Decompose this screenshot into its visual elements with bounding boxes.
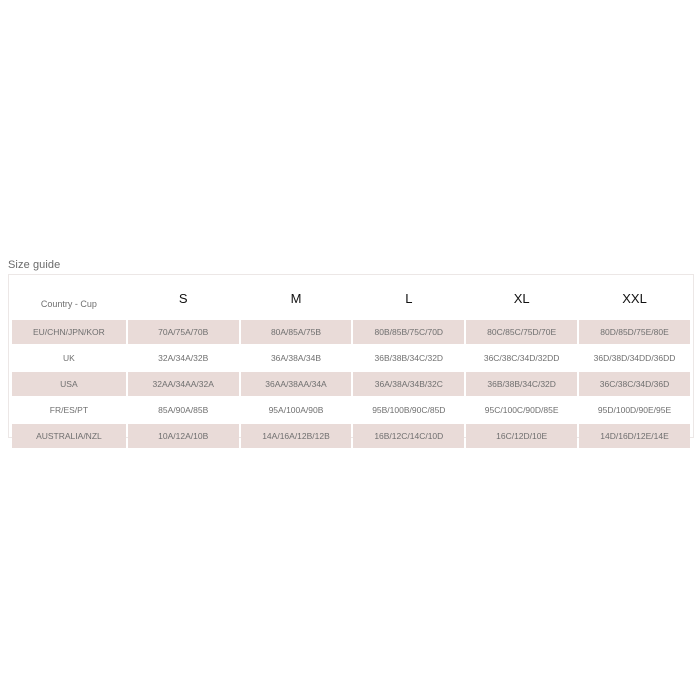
table-row-usa [12, 372, 690, 396]
table-cell: 36D/38D/34DD/36DD [579, 346, 690, 370]
table-cell: 36B/38B/34C/32D [466, 372, 577, 396]
row-region: AUSTRALIA/NZL [12, 424, 126, 448]
table-cell: 80B/85B/75C/70D [353, 320, 464, 344]
table-cell: 80C/85C/75D/70E [466, 320, 577, 344]
table-cell: 16C/12D/10E [466, 424, 577, 448]
row-region: USA [12, 372, 126, 396]
table-cell: 95B/100B/90C/85D [353, 398, 464, 422]
table-cell: 32A/34A/32B [128, 346, 239, 370]
size-guide-table [8, 274, 694, 441]
table-row-fr [12, 398, 690, 422]
table-cell: 10A/12A/10B [128, 424, 239, 448]
row-region: EU/CHN/JPN/KOR [12, 320, 126, 344]
table-cell: 36C/38C/34D/32DD [466, 346, 577, 370]
size-header-m: M [290, 291, 302, 306]
country-cup-header: Country - Cup [40, 298, 97, 309]
size-header-l: L [405, 291, 413, 306]
table-cell: 36B/38B/34C/32D [353, 346, 464, 370]
size-header-xxl: XXL [622, 291, 647, 306]
table-cell: 70A/75A/70B [128, 320, 239, 344]
table-cell: 36C/38C/34D/36D [579, 372, 690, 396]
size-guide-title: Size guide [8, 259, 61, 271]
table-cell: 85A/90A/85B [128, 398, 239, 422]
table-cell: 32AA/34AA/32A [128, 372, 239, 396]
row-region: UK [12, 346, 126, 370]
size-header-s: S [178, 291, 188, 306]
table-row-uk [12, 346, 690, 370]
table-cell: 14D/16D/12E/14E [579, 424, 690, 448]
table-cell: 14A/16A/12B/12B [241, 424, 352, 448]
table-cell: 95A/100A/90B [241, 398, 352, 422]
table-cell: 95D/100D/90E/95E [579, 398, 690, 422]
table-cell: 95C/100C/90D/85E [466, 398, 577, 422]
table-cell: 16B/12C/14C/10D [353, 424, 464, 448]
table-cell: 80A/85A/75B [241, 320, 352, 344]
size-header-xl: XL [513, 291, 530, 306]
row-region: FR/ES/PT [12, 398, 126, 422]
table-cell: 80D/85D/75E/80E [579, 320, 690, 344]
table-row-australia [12, 424, 690, 448]
table-cell: 36AA/38AA/34A [241, 372, 352, 396]
header-row [12, 281, 690, 318]
table-row-eu [12, 320, 690, 344]
table-cell: 36A/38A/34B [241, 346, 352, 370]
table-cell: 36A/38A/34B/32C [353, 372, 464, 396]
